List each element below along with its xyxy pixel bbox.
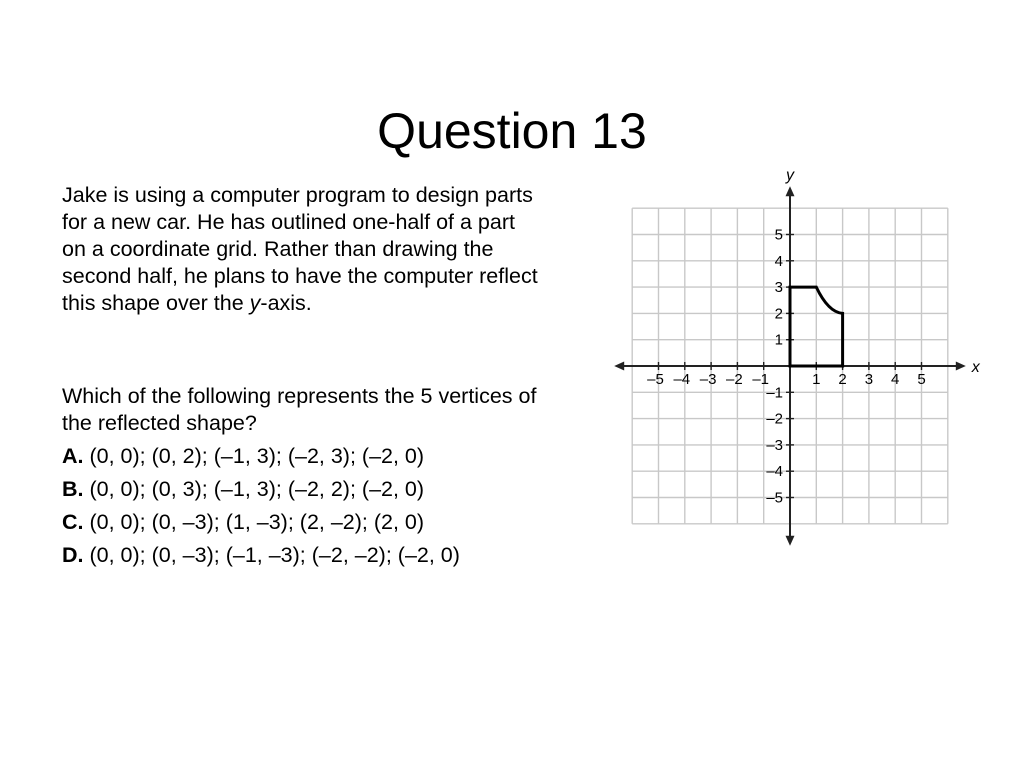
coordinate-grid <box>608 166 984 552</box>
question-paragraph-text: Jake is using a computer program to design parts for a new car. He has outlined one-half of a part on a coordinate grid. Rather than drawing the second half, he plans to have the computer reflect this shape over the <box>62 183 538 315</box>
y-axis-arrow-up <box>786 186 795 196</box>
y-tick-label: 4 <box>774 252 783 270</box>
x-axis-arrow-left <box>614 362 624 371</box>
y-tick-label: 1 <box>774 331 783 349</box>
choice-letter: B. <box>62 477 84 501</box>
y-tick-label: 5 <box>774 226 783 244</box>
question-paragraph <box>62 182 540 317</box>
y-tick-label: –2 <box>766 410 783 428</box>
y-tick-label: –1 <box>766 384 783 402</box>
x-tick-label: 2 <box>838 371 847 388</box>
question-prompt: Which of the following represents the 5 vertices of the reflected shape? <box>62 384 537 435</box>
x-tick-label: –5 <box>647 371 664 388</box>
y-tick-label: –4 <box>766 463 783 481</box>
x-tick-label: –2 <box>726 371 743 388</box>
x-tick-label: –4 <box>673 371 691 388</box>
answer-choice-d[interactable] <box>62 542 540 569</box>
x-tick-label: 4 <box>891 371 900 388</box>
x-tick-label: –3 <box>699 371 717 388</box>
choice-letter: D. <box>62 543 84 567</box>
x-tick-label: 3 <box>864 371 874 388</box>
question-body <box>62 182 540 569</box>
answer-choice-b[interactable] <box>62 476 540 503</box>
y-axis-arrow-down <box>786 536 795 546</box>
choice-text: (0, 0); (0, –3); (1, –3); (2, –2); (2, 0) <box>89 510 425 534</box>
y-axis-label: y <box>786 167 794 185</box>
choice-letter: C. <box>62 510 84 534</box>
x-tick-label: –1 <box>752 371 770 388</box>
answer-choice-a[interactable] <box>62 443 540 470</box>
question-paragraph-italic: y <box>249 291 261 315</box>
x-tick-label: 5 <box>917 371 926 388</box>
choice-text: (0, 0); (0, –3); (–1, –3); (–2, –2); (–2, 0) <box>89 543 460 567</box>
question-paragraph-text-end: -axis. <box>260 291 312 315</box>
y-tick-label: 3 <box>774 279 783 297</box>
x-axis-label: x <box>971 359 980 376</box>
choice-letter: A. <box>62 444 84 468</box>
paragraph-spacer <box>62 317 540 383</box>
choice-text: (0, 0); (0, 3); (–1, 3); (–2, 2); (–2, 0) <box>89 477 425 501</box>
y-tick-label: –5 <box>766 489 783 507</box>
answer-choice-c[interactable] <box>62 509 540 536</box>
choice-text: (0, 0); (0, 2); (–1, 3); (–2, 3); (–2, 0) <box>89 444 425 468</box>
x-tick-label: 1 <box>812 371 821 388</box>
x-axis-arrow-right <box>956 362 966 371</box>
slide-title: Question 13 <box>377 102 647 159</box>
y-tick-label: 2 <box>774 305 783 323</box>
y-tick-label: –3 <box>766 436 783 454</box>
